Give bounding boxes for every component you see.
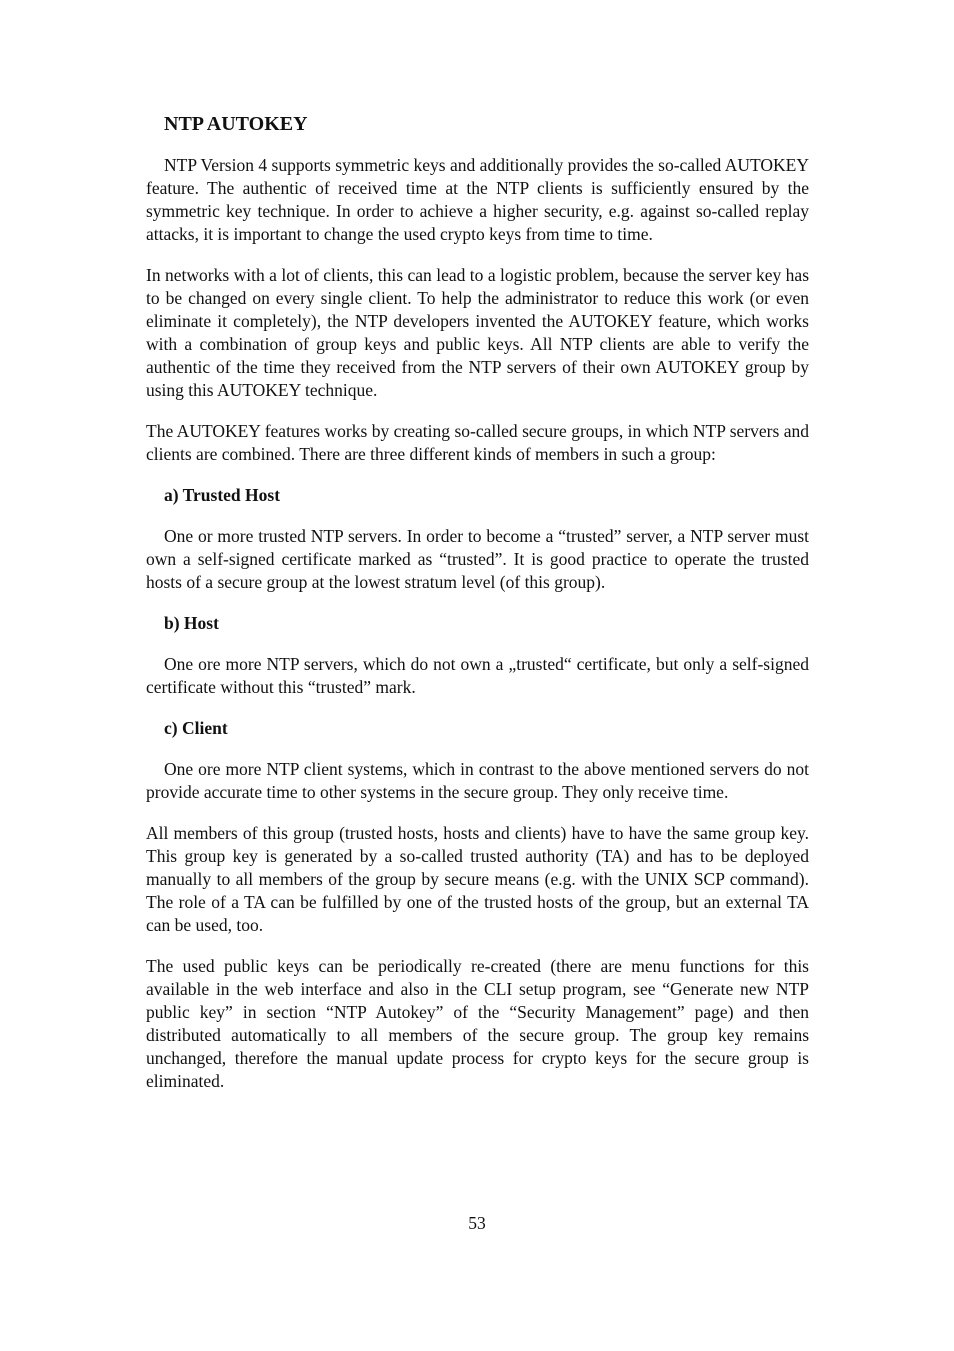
subheading-client: c) Client <box>164 718 228 738</box>
paragraph-trusted-host: One or more trusted NTP servers. In order to become a “trusted” server, a NTP server must own a self-signed certificate marked as “trusted”. It is good practice to operate the trusted hosts of a secure group at the lowest stratum level (of this group). <box>146 526 809 592</box>
section-title: NTP AUTOKEY <box>164 113 308 135</box>
subheading-host: b) Host <box>164 613 219 633</box>
subheading-trusted-host: a) Trusted Host <box>164 485 281 505</box>
paragraph-host: One ore more NTP servers, which do not own a „trusted“ certificate, but only a self-signed certificate without this “trusted” mark. <box>146 654 809 697</box>
page-content <box>146 112 809 1111</box>
page-number: 53 <box>468 1213 486 1233</box>
paragraph-secure-groups: The AUTOKEY features works by creating so-called secure groups, in which NTP servers and clients are combined. There are three different kinds of members in such a group: <box>146 421 809 464</box>
paragraph-group-key: All members of this group (trusted hosts, hosts and clients) have to have the same group key. This group key is generated by a so-called trusted authority (TA) and has to be deployed manually to all members of the group by secure means (e.g. with the UNIX SCP command). The role of a TA can be fulfilled by one of the trusted hosts of the group, but an external TA can be used, too. <box>146 823 809 935</box>
paragraph-client: One ore more NTP client systems, which in contrast to the above mentioned servers do not provide accurate time to other systems in the secure group. They only receive time. <box>146 759 809 802</box>
paragraph-public-keys: The used public keys can be periodically re-created (there are menu functions for this available in the web interface and also in the CLI setup program, see “Generate new NTP public key” in section “NTP Autokey” of the “Security Management” page) and then distributed automatically to all members of the secure group. The group key remains unchanged, therefore the manual update process for crypto keys for the secure group is eliminated. <box>146 956 809 1091</box>
paragraph-logistic-problem: In networks with a lot of clients, this can lead to a logistic problem, because the server key has to be changed on every single client. To help the administrator to reduce this work (or even eliminate it completely), the NTP developers invented the AUTOKEY feature, which works with a combination of group keys and public keys. All NTP clients are able to verify the authentic of the time they received from the NTP servers of their own AUTOKEY group by using this AUTOKEY technique. <box>146 265 809 400</box>
paragraph-intro: NTP Version 4 supports symmetric keys and additionally provides the so-called AUTOKEY feature. The authentic of received time at the NTP clients is sufficiently ensured by the symmetric key technique. In order to achieve a higher security, e.g. against so-called replay attacks, it is important to change the used crypto keys from time to time. <box>146 155 809 244</box>
